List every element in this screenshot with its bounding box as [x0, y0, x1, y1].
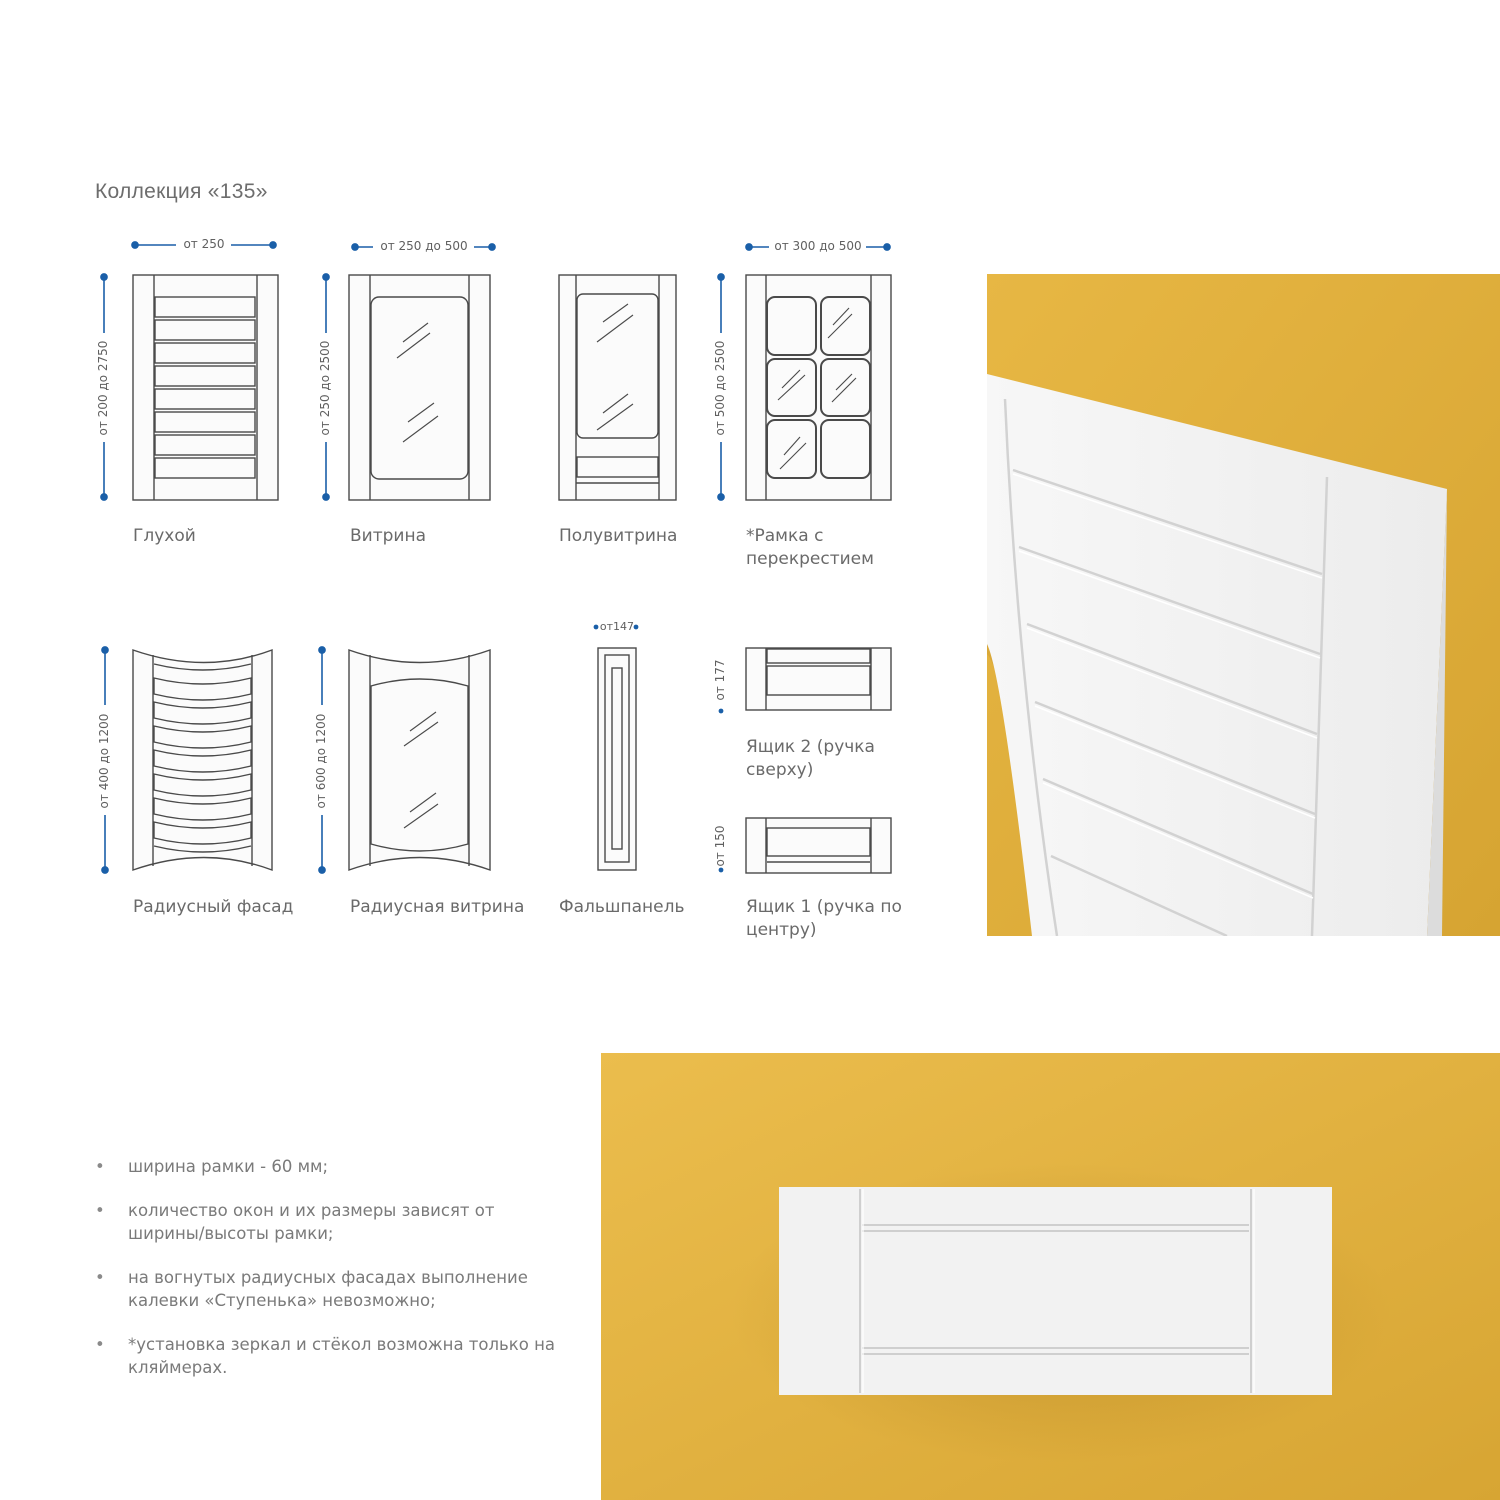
list-item: [95, 1266, 565, 1312]
facade-radius-drawing: [133, 650, 272, 870]
notes-list: [95, 1155, 565, 1400]
page-title: Коллекция «135»: [95, 180, 268, 203]
dim-width-vitrina: от 250 до 500: [380, 239, 468, 253]
facade-drawings: [0, 0, 960, 960]
list-item: [95, 1155, 565, 1178]
caption-ramka: *Рамка с перекрестием: [746, 526, 874, 569]
dim-width-ramka: от 300 до 500: [774, 239, 862, 253]
dim-height-drawer-2: от 177: [713, 659, 727, 701]
dim-height-drawer-1: от 150: [713, 825, 727, 867]
caption-vitrina: Витрина: [350, 526, 426, 546]
note-text: *установка зеркал и стёкол возможна только на кляймерах.: [128, 1335, 555, 1377]
caption-drawer-1: Ящик 1 (ручка по центру): [746, 897, 902, 940]
bullet-icon: •: [95, 1268, 105, 1287]
dim-height-radius: от 400 до 1200: [97, 713, 111, 809]
caption-radius: Радиусный фасад: [133, 897, 294, 917]
caption-drawer-2: Ящик 2 (ручка сверху): [746, 737, 875, 780]
dim-width-gluhoy: от 250: [183, 237, 225, 251]
note-text: количество окон и их размеры зависят от ширины/высоты рамки;: [128, 1201, 495, 1243]
bullet-icon: •: [95, 1335, 105, 1354]
list-item: [95, 1199, 565, 1245]
facade-vitrina-drawing: [349, 275, 490, 500]
caption-poluvitrina: Полувитрина: [559, 526, 678, 546]
facade-ramka-drawing: [746, 275, 891, 500]
facade-gluhoy-drawing: [133, 275, 278, 500]
drawer-2-drawing: [746, 648, 891, 710]
dim-height-ramka: от 500 до 2500: [713, 340, 727, 436]
bullet-icon: •: [95, 1157, 105, 1176]
list-item: [95, 1333, 565, 1379]
dim-width-falshpanel: от147: [599, 620, 635, 633]
photo-door-facade: [987, 274, 1500, 936]
dim-height-vitrina: от 250 до 2500: [318, 340, 332, 436]
note-text: на вогнутых радиусных фасадах выполнение калевки «Ступенька» невозможно;: [128, 1268, 528, 1310]
dim-height-radius-vitrina: от 600 до 1200: [314, 713, 328, 809]
dim-height-gluhoy: от 200 до 2750: [96, 340, 110, 436]
photo-drawer-facade: [601, 1053, 1500, 1500]
note-text: ширина рамки - 60 мм;: [128, 1157, 329, 1176]
drawer-1-drawing: [746, 818, 891, 873]
facade-poluvitrina-drawing: [559, 275, 676, 500]
bullet-icon: •: [95, 1201, 105, 1220]
caption-gluhoy: Глухой: [133, 526, 196, 546]
caption-falshpanel: Фальшпанель: [559, 897, 685, 917]
caption-radius-vitrina: Радиусная витрина: [350, 897, 525, 917]
facade-falshpanel-drawing: [598, 648, 636, 870]
facade-radius-vitrina-drawing: [349, 650, 490, 870]
